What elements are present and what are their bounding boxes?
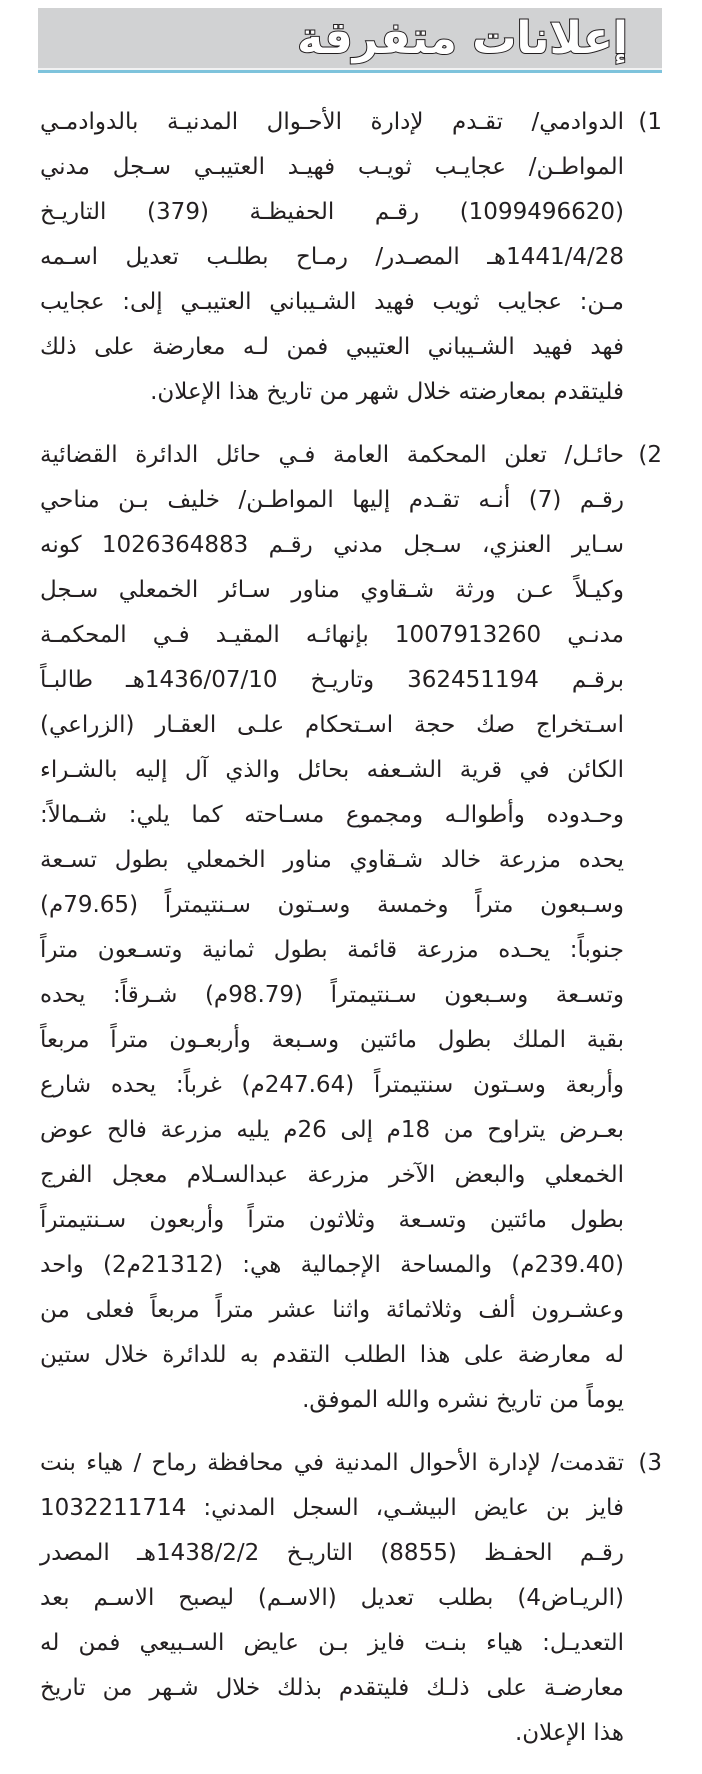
notices-list (40, 100, 662, 1774)
notice-line: وتسـعة وسـبعون سـنتيمتراً (98.79م) شـرقاً: يحده (40, 982, 624, 1008)
notice-line: هذا الإعلان. (514, 1720, 624, 1746)
notice-text (40, 100, 624, 415)
notice-line: سـاير العنزي، سـجل مدني رقـم 1026364883 كونه (40, 532, 624, 558)
notice-item-1 (40, 100, 662, 415)
notice-item-3 (40, 1441, 662, 1756)
notice-number: 1) (638, 109, 662, 135)
notice-line: تقدمت/ لإدارة الأحوال المدنية في محافظة رماح / هياء بنت (40, 1450, 624, 1476)
notice-line: رقـم الحفـظ (8855) التاريـخ 1438/2/2هـ المصدر (40, 1540, 624, 1566)
notice-line: (الريـاض4) بطلب تعديل (الاسـم) ليصبح الاسـم بعد (40, 1585, 624, 1611)
notice-line: بطول مائتين وتسـعة وثلاثون متراً وأربعون سـنتيمتراً (40, 1207, 624, 1233)
notice-item-2 (40, 433, 662, 1423)
notice-line: يحده مزرعة خالد شـقاوي مناور الخمعلي بطول تسـعة (40, 847, 624, 873)
notice-line: له معارضة على هذا الطلب التقدم به للدائرة خلال ستين (40, 1342, 624, 1368)
notice-line: وحـدوده وأطوالـه ومجموع مسـاحته كما يلي: شـمالاً: (40, 802, 624, 828)
section-title: إعلانات متفرقة (297, 13, 628, 64)
notice-line: 1441/4/28هـ المصـدر/ رمـاح بطلـب تعديل اسـمه (40, 244, 624, 270)
notice-line: بعـرض يتراوح من 18م إلى 26م يليه مزرعة فالح عوض (40, 1117, 624, 1143)
notice-line: يوماً من تاريخ نشره والله الموفق. (302, 1387, 624, 1413)
notice-line: مـن: عجايب ثويب فهيد الشـيباني العتيبـي إلى: عجايب (40, 289, 624, 315)
notice-line: وسـبعون متراً وخمسة وسـتون سـنتيمتراً (79.65م) (40, 892, 624, 918)
notice-text (40, 1441, 624, 1756)
notice-line: معارضـة على ذلـك فليتقدم بذلك خلال شـهر من تاريخ (40, 1675, 624, 1701)
notice-line: جنوباً: يحـده مزرعة قائمة بطول ثمانية وتسـعون متراً (40, 937, 624, 963)
notice-line: فليتقدم بمعارضته خلال شهر من تاريخ هذا الإعلان. (150, 379, 624, 405)
notice-line: فايز بن عايض البيشـي، السجل المدني: 1032211714 (40, 1495, 624, 1521)
notice-line: اسـتخراج صك حجة اسـتحكام علـى العقـار (الزراعي) (40, 712, 624, 738)
notice-line: (239.40م) والمساحة الإجمالية هي: (21312م2) واحد (40, 1252, 624, 1278)
notice-line: فهد فهيد الشـيباني العتيبي فمن لـه معارضة على ذلك (40, 334, 624, 360)
notice-line: الدوادمي/ تقـدم لإدارة الأحـوال المدنيـة بالدوادمـي (40, 109, 624, 135)
notice-line: وكيـلاً عـن ورثة شـقاوي مناور سـائر الخمعلي سـجل (40, 577, 624, 603)
notice-line: بقية الملك بطول مائتين وسـبعة وأربعـون متراً مربعاً (40, 1027, 624, 1053)
notice-line: التعديـل: هياء بنـت فايز بـن عايض السـبيعي فمن له (40, 1630, 624, 1656)
notice-line: وعشـرون ألف وثلاثمائة واثنا عشر متراً مربعاً فعلى من (40, 1297, 624, 1323)
notice-line: مدنـي 1007913260 بإنهائـه المقيـد فـي المحكمـة (40, 622, 624, 648)
notice-line: رقـم (7) أنـه تقـدم إليها المواطـن/ خليف بـن مناحي (40, 487, 625, 513)
notice-text (40, 433, 624, 1423)
notice-line: وأربعة وسـتون سنتيمتراً (247.64م) غرباً: يحده شارع (40, 1072, 624, 1098)
notice-line: المواطـن/ عجايـب ثويـب فهيـد العتيبـي سـجل مدني (40, 154, 624, 180)
section-header-band (38, 8, 662, 73)
notice-line: حائـل/ تعلن المحكمة العامة فـي حائل الدائرة القضائية (40, 442, 624, 468)
notice-line: (1099496620) رقـم الحفيظـة (379) التاريـخ (40, 199, 624, 225)
notice-line: برقـم 362451194 وتاريـخ 1436/07/10هـ طالبـاً (40, 667, 624, 693)
notice-number: 3) (638, 1450, 662, 1476)
notice-line: الخمعلي والبعض الآخر مزرعة عبدالسـلام معجل الفرج (40, 1162, 624, 1188)
notice-number: 2) (638, 442, 662, 468)
notice-line: الكائن في قرية الشـعفه بحائل والذي آل إليه بالشـراء (40, 757, 624, 783)
